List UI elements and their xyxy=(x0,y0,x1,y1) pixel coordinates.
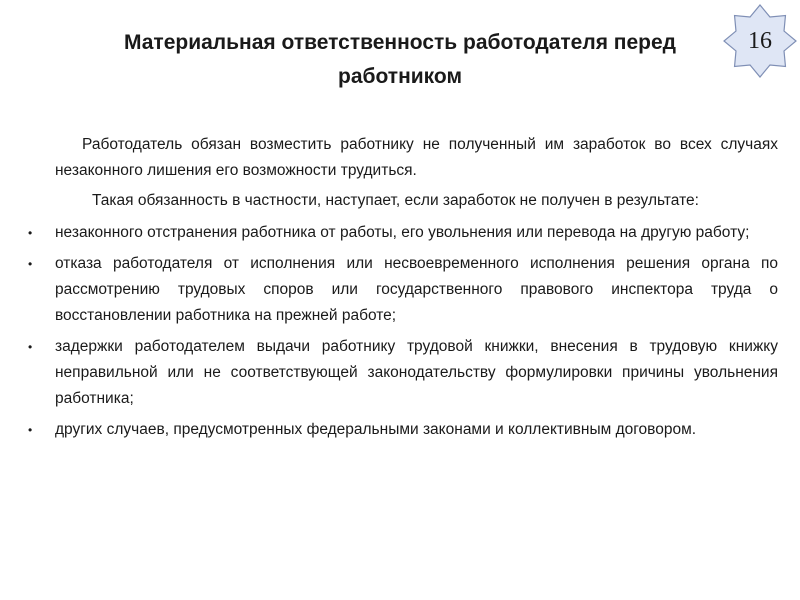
list-item-text: незаконного отстранения работника от работы, его увольнения или перевода на другую работу; xyxy=(55,224,750,241)
list-item-text: других случаев, предусмотренных федеральными законами и коллективным договором. xyxy=(55,421,697,438)
list-item xyxy=(28,251,778,329)
slide-title-line-2: работником xyxy=(338,65,462,88)
list-item-text: отказа работодателя от исполнения или несвоевременного исполнения решения органа по рассмотрению трудовых споров или государственного правового инспектора труда о восстановлении работника на прежней работе; xyxy=(55,255,778,324)
bullet-icon: • xyxy=(28,257,33,271)
bullet-icon: • xyxy=(28,226,33,240)
slide-title-line-1: Материальная ответственность работодателя перед xyxy=(124,31,676,54)
bullet-icon: • xyxy=(28,423,33,437)
paragraph-2: Такая обязанность в частности, наступает, если заработок не получен в результате: xyxy=(92,192,699,209)
list-item xyxy=(28,417,778,443)
page-number-badge xyxy=(722,3,798,79)
slide-body xyxy=(28,132,778,448)
list-item-text: задержки работодателем выдачи работнику трудовой книжки, внесения в трудовую книжку неправильной или не соответствующей законодательству формулировки причины увольнения работника; xyxy=(55,338,778,407)
list-item xyxy=(28,220,778,246)
paragraph-1: Работодатель обязан возместить работнику не полученный им заработок во всех случаях незаконного лишения его возможности трудиться. xyxy=(55,136,778,179)
slide-title xyxy=(40,26,760,94)
page-number: 16 xyxy=(748,28,772,54)
list-item xyxy=(28,334,778,412)
bullet-icon: • xyxy=(28,340,33,354)
